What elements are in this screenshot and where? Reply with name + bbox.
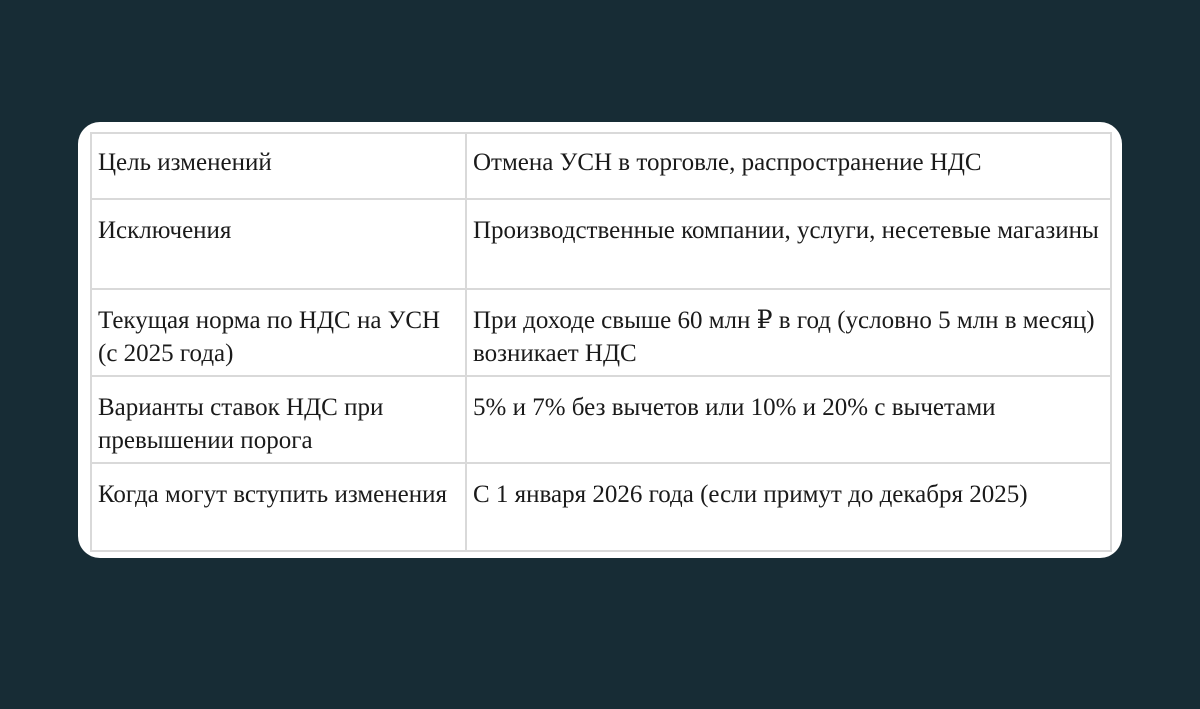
content-card — [78, 122, 1122, 558]
row-value: Производственные компании, услуги, несетевые магазины — [466, 199, 1111, 289]
table-row — [91, 463, 1111, 551]
row-value: С 1 января 2026 года (если примут до декабря 2025) — [466, 463, 1111, 551]
row-value: Отмена УСН в торговле, распространение НДС — [466, 133, 1111, 199]
row-label: Варианты ставок НДС при превышении порога — [91, 376, 466, 463]
row-label: Текущая норма по НДС на УСН (с 2025 года) — [91, 289, 466, 376]
row-label: Цель изменений — [91, 133, 466, 199]
table-row — [91, 289, 1111, 376]
table-row — [91, 376, 1111, 463]
row-value: 5% и 7% без вычетов или 10% и 20% с вычетами — [466, 376, 1111, 463]
info-table — [90, 132, 1112, 552]
row-value: При доходе свыше 60 млн ₽ в год (условно 5 млн в месяц) возникает НДС — [466, 289, 1111, 376]
row-label: Исключения — [91, 199, 466, 289]
row-label: Когда могут вступить изменения — [91, 463, 466, 551]
table-row — [91, 199, 1111, 289]
table-row — [91, 133, 1111, 199]
